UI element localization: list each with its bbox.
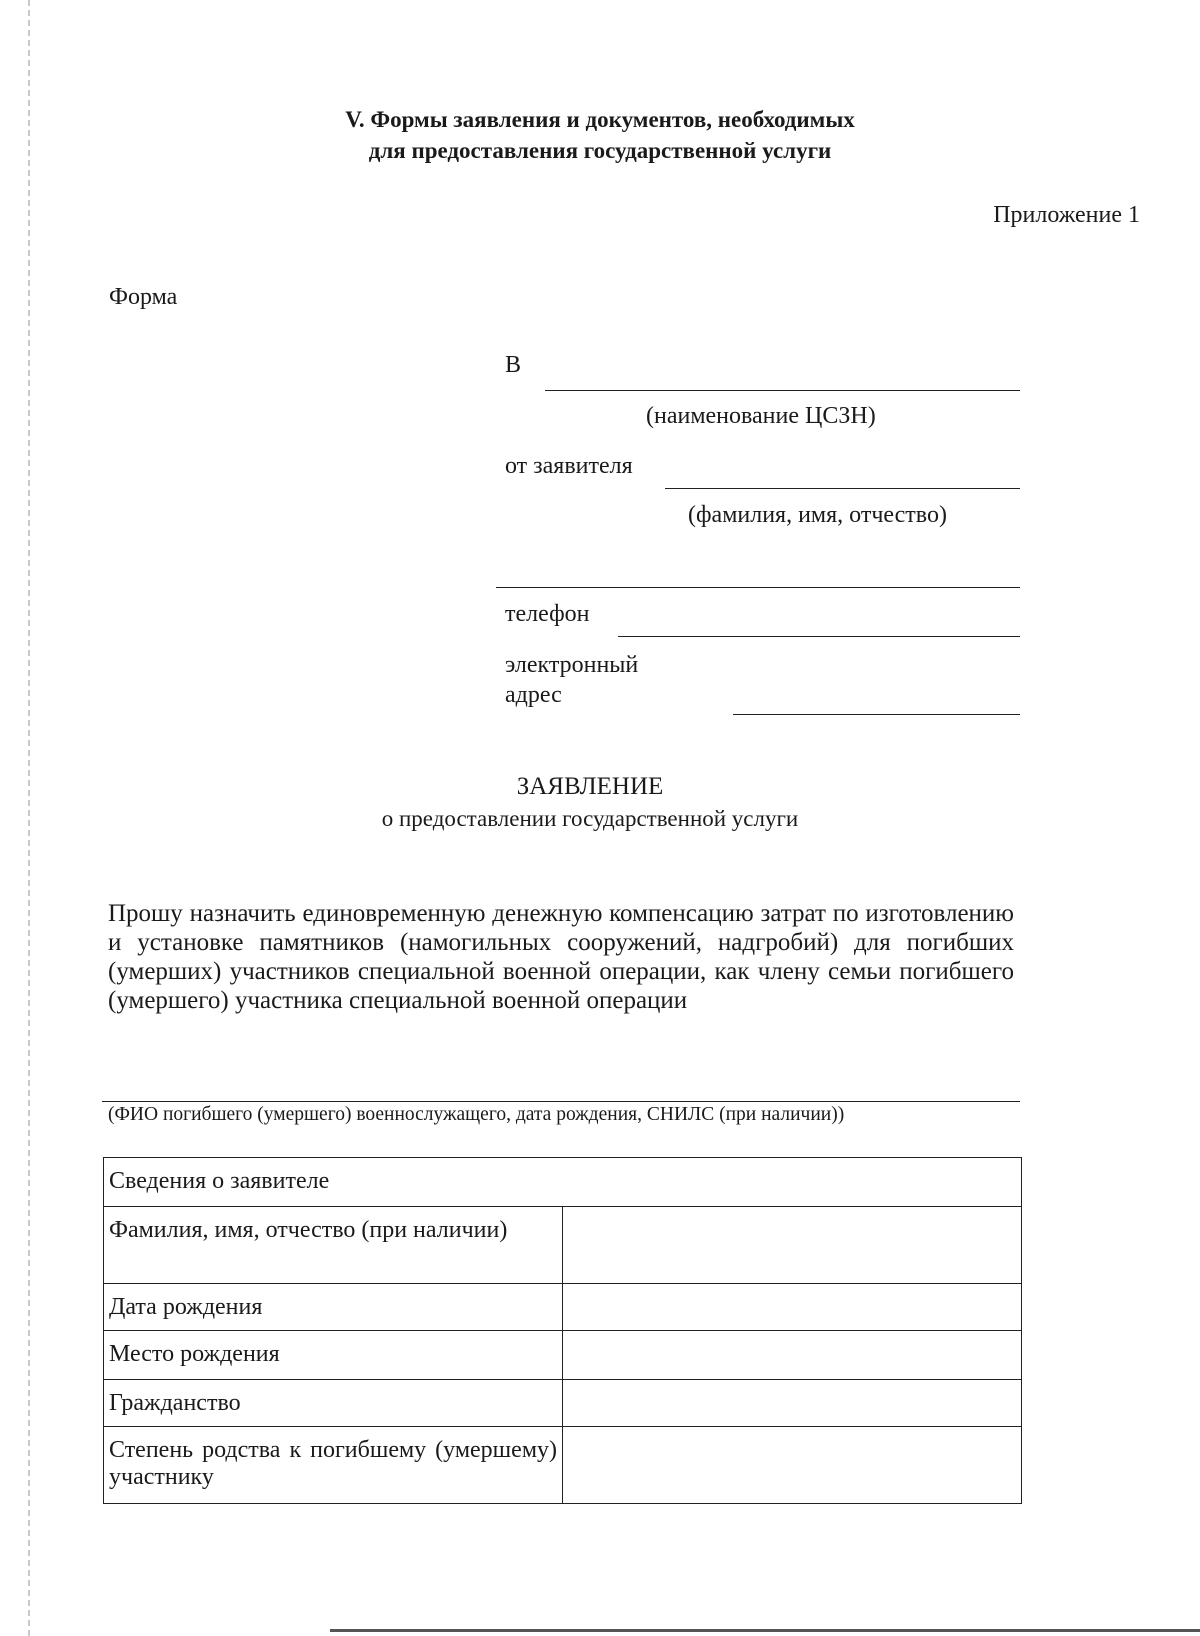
email-label <box>505 650 638 710</box>
email-line[interactable] <box>733 714 1020 715</box>
document-title: ЗАЯВЛЕНИЕ <box>516 773 664 800</box>
row-value-fio[interactable] <box>563 1207 1022 1284</box>
to-prefix: В <box>505 352 522 378</box>
heading-line-2: для предоставления государственной услуги <box>368 138 832 163</box>
appendix-label: Приложение 1 <box>993 202 1140 228</box>
table-row <box>104 1380 1022 1427</box>
table-row <box>104 1427 1022 1504</box>
row-label-fio-text: Фамилия, имя, отчество (при наличии) <box>109 1217 508 1243</box>
table-row <box>104 1284 1022 1331</box>
heading-line-1: V. Формы заявления и документов, необходимых <box>345 107 855 132</box>
row-label-birthdate: Дата рождения <box>104 1284 563 1331</box>
deceased-caption: (ФИО погибшего (умершего) военнослужащего, дата рождения, СНИЛС (при наличии)) <box>108 1104 845 1125</box>
table-row <box>104 1207 1022 1284</box>
row-value-kinship[interactable] <box>563 1427 1022 1504</box>
from-caption: (фамилия, имя, отчество) <box>688 502 947 528</box>
row-value-citizenship[interactable] <box>563 1380 1022 1427</box>
from-line-2[interactable] <box>496 587 1020 588</box>
email-label-line-2: адрес <box>505 682 562 708</box>
row-label-kinship: Степень родства к погибшему (умершему) участнику <box>104 1427 563 1504</box>
row-value-birthplace[interactable] <box>563 1331 1022 1380</box>
row-label-fio <box>104 1207 563 1284</box>
table-header: Сведения о заявителе <box>104 1158 1022 1207</box>
row-label-citizenship: Гражданство <box>104 1380 563 1427</box>
applicant-table <box>103 1157 1022 1504</box>
page-bottom-edge <box>330 1629 1200 1632</box>
table-row <box>104 1331 1022 1380</box>
document-subtitle: о предоставлении государственной услуги <box>381 806 799 831</box>
section-heading <box>0 104 1200 166</box>
from-label: от заявителя <box>505 453 633 479</box>
email-label-line-1: электронный <box>505 652 639 678</box>
to-caption: (наименование ЦСЗН) <box>646 403 876 429</box>
row-label-birthplace: Место рождения <box>104 1331 563 1380</box>
deceased-line[interactable] <box>102 1101 1020 1102</box>
phone-label: телефон <box>505 601 590 627</box>
phone-line[interactable] <box>618 636 1020 637</box>
row-value-birthdate[interactable] <box>563 1284 1022 1331</box>
from-line[interactable] <box>665 488 1020 489</box>
form-label: Форма <box>109 284 178 310</box>
request-text: Прошу назначить единовременную денежную компенсацию затрат по изготовлению и установке памятников (намогильных сооружений, надгробий) для погибших (умерших) участников специальной военной операции, как члену семьи погибшего (умершего) участника специальной военной операции <box>108 900 1014 1014</box>
table-header-row <box>104 1158 1022 1207</box>
to-line[interactable] <box>545 390 1020 391</box>
